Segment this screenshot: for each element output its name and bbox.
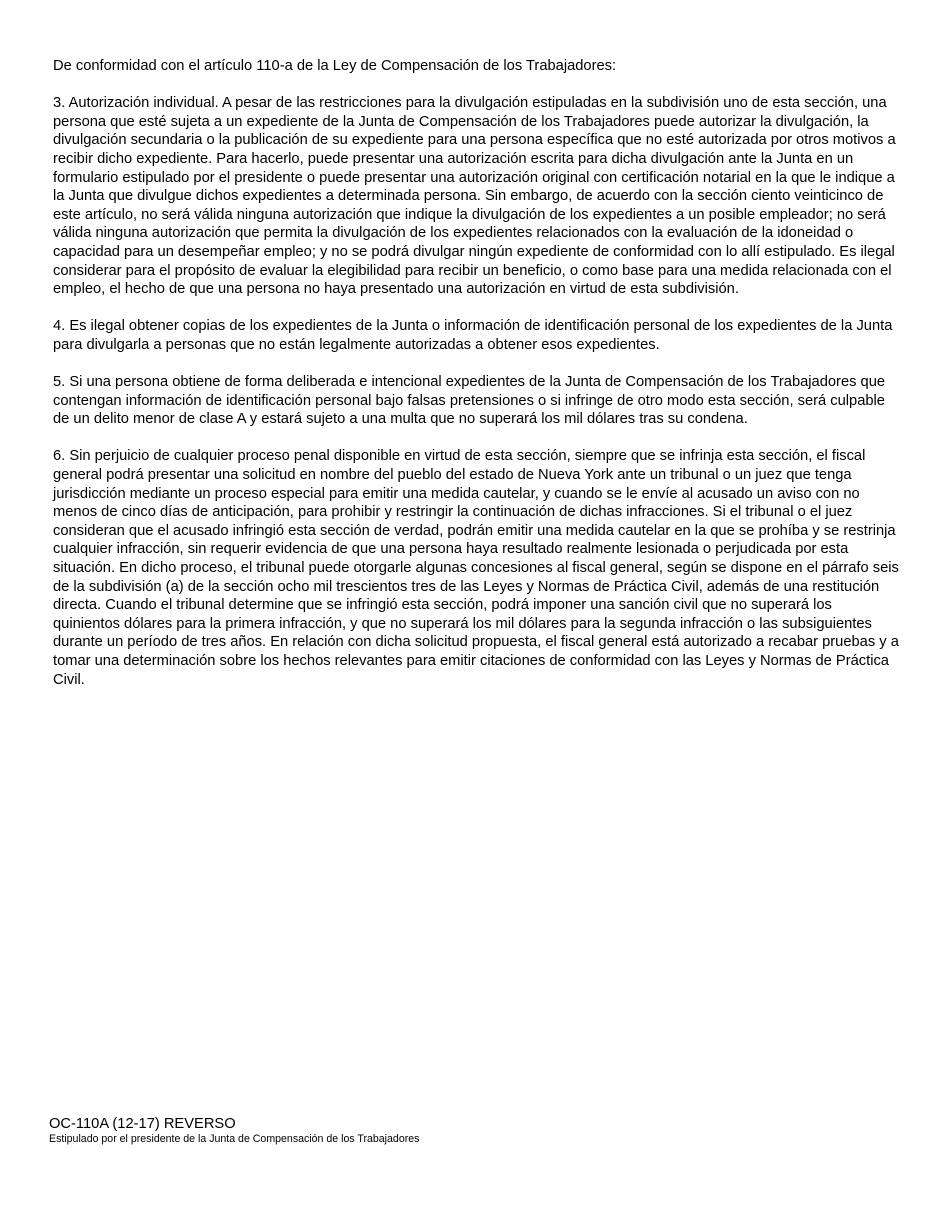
intro-line: De conformidad con el artículo 110-a de la Ley de Compensación de los Trabajadores: <box>53 58 617 74</box>
form-id: OC-110A (12-17) REVERSO <box>49 1116 236 1132</box>
page-footer <box>49 1115 909 1146</box>
paragraph-5: 5. Si una persona obtiene de forma deliberada e intencional expedientes de la Junta de Compensación de los Trabajadores que contengan información de identificación personal bajo falsas pretensiones o si infringe de otro modo esta sección, será culpable de un delito menor de clase A y estará sujeto a una multa que no superará los mil dólares tras su condena. <box>53 374 886 428</box>
paragraph-3: 3. Autorización individual. A pesar de las restricciones para la divulgación estipuladas en la subdivisión uno de esta sección, una persona que esté sujeta a un expediente de la Junta de Compensación de los Trabajadores puede autorizar la divulgación, la divulgación secundaria o la publicación de su expediente para una persona específica que no esté autorizada por otros motivos a recibir dicho expediente. Para hacerlo, puede presentar una autorización escrita para dicha divulgación ante la Junta en un formulario estipulado por el presidente o puede presentar una autorización original con certificación notarial en la que le indique a la Junta que divulgue dichos expedientes a determinada persona. Sin embargo, de acuerdo con la sección ciento veinticinco de este artículo, no será válida ninguna autorización que indique la divulgación de los expedientes a un posible empleador; no será válida ninguna autorización que permita la divulgación de los expedientes relacionados con la evaluación de la idoneidad o capacidad para un desempeñar empleo; y no se podrá divulgar ningún expediente de conformidad con lo allí estipulado. Es ilegal considerar para el propósito de evaluar la elegibilidad para recibir un beneficio, o como base para una medida relacionada con el empleo, el hecho de que una persona no haya presentado una autorización en virtud de esta subdivisión. <box>53 95 896 298</box>
footer-note: Estipulado por el presidente de la Junta de Compensación de los Trabajadores <box>49 1133 420 1145</box>
paragraph-4: 4. Es ilegal obtener copias de los expedientes de la Junta o información de identificación personal de los expedientes de la Junta para divulgarla a personas que no están legalmente autorizadas a obtener esos expedientes. <box>53 318 893 353</box>
document-body <box>53 57 901 708</box>
paragraph-6: 6. Sin perjuicio de cualquier proceso penal disponible en virtud de esta sección, siempre que se infrinja esta sección, el fiscal general podrá presentar una solicitud en nombre del pueblo del estado de Nueva York ante un tribunal o un juez que tenga jurisdicción mediante un proceso especial para emitir una medida cautelar, y cuando se le envíe al acusado un aviso con no menos de cinco días de anticipación, para prohibir y restringir la continuación de dichas infracciones. Si el tribunal o el juez consideran que el acusado infringió esta sección de verdad, podrán emitir una medida cautelar en la que se prohíba y se restrinja cualquier infracción, sin requerir evidencia de que una persona haya resultado realmente lesionada o perjudicada por esta situación. En dicho proceso, el tribunal puede otorgarle algunas concesiones al fiscal general, según se dispone en el párrafo seis de la subdivisión (a) de la sección ocho mil trescientos tres de las Leyes y Normas de Práctica Civil, además de una restitución directa. Cuando el tribunal determine que se infringió esta sección, podrá imponer una sanción civil que no superará los quinientos dólares para la primera infracción, y que no superará los mil dólares para la segunda infracción o las subsiguientes durante un período de tres años. En relación con dicha solicitud propuesta, el fiscal general está autorizado a recabar pruebas y a tomar una determinación sobre los hechos relevantes para emitir citaciones de conformidad con las Leyes y Normas de Práctica Civil. <box>53 448 899 688</box>
